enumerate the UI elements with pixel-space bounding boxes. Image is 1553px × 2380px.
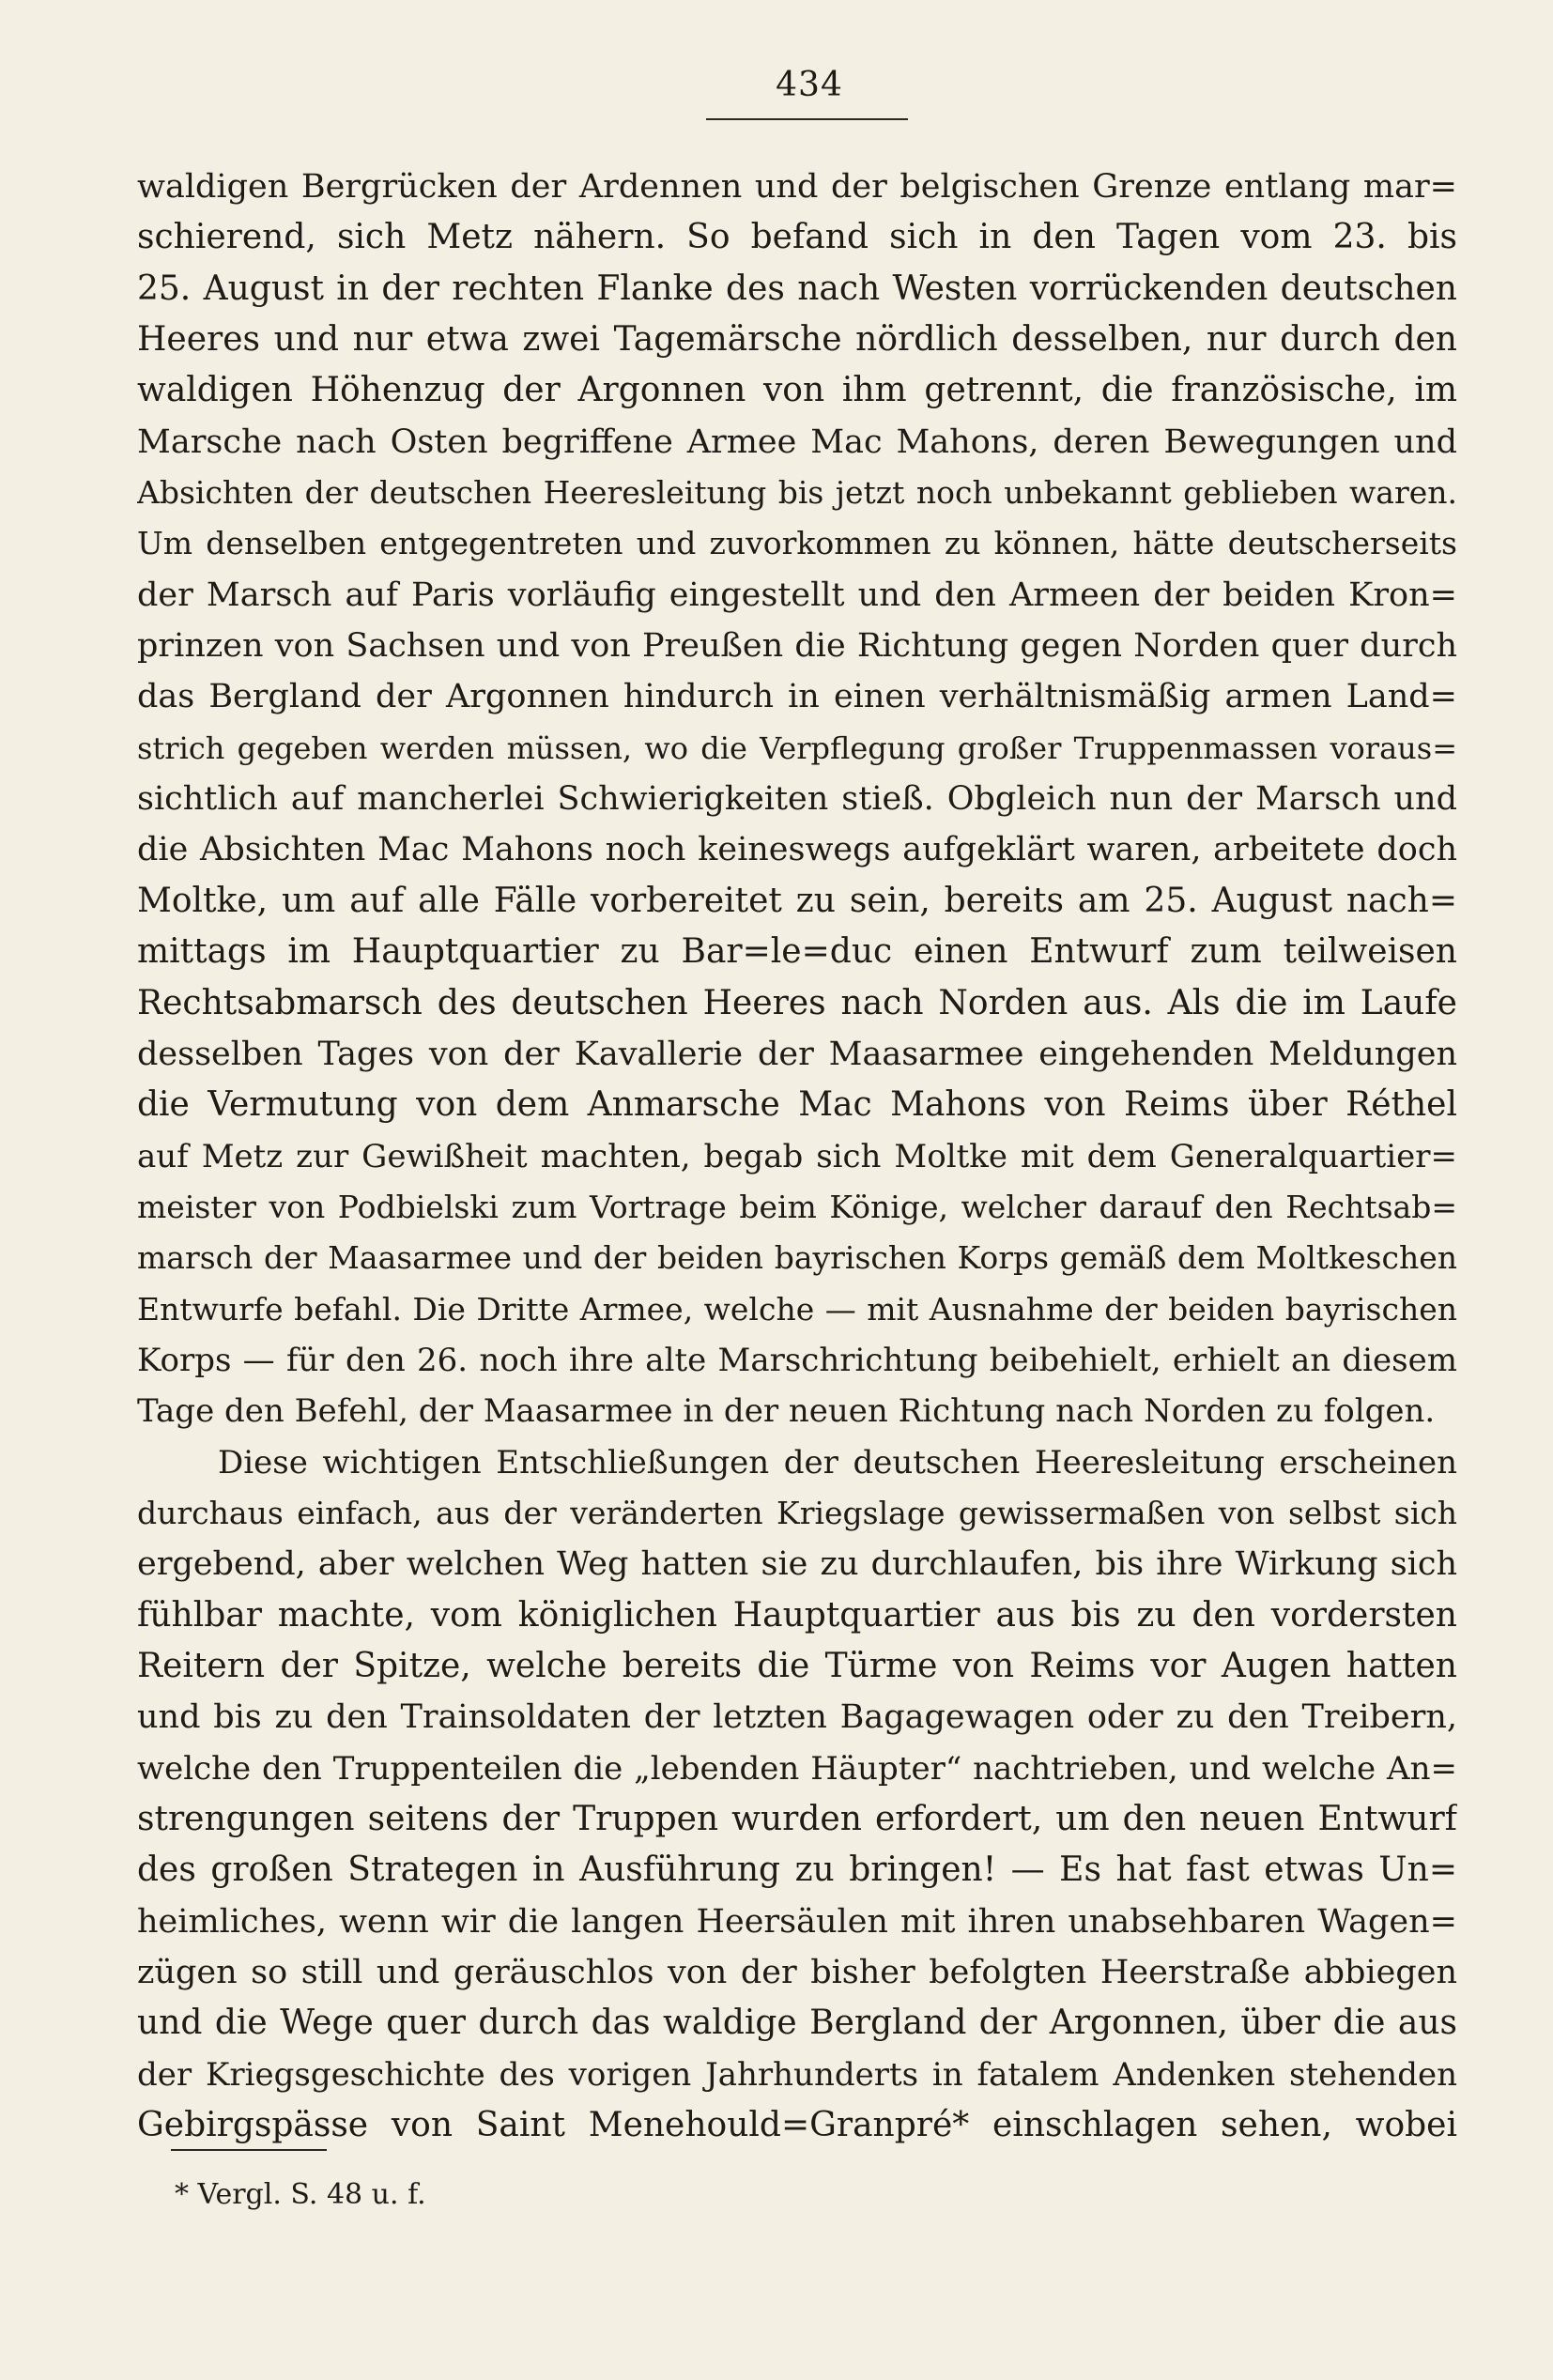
text-line: auf Metz zur Gewißheit machten, begab sich Moltke mit dem Generalquartier= xyxy=(137,1137,1457,1175)
text-line: meister von Podbielski zum Vortrage beim Könige, welcher darauf den Rechtsab= xyxy=(137,1188,1457,1225)
text-line: waldigen Bergrücken der Ardennen und der belgischen Grenze entlang mar= xyxy=(137,168,1457,206)
text-line: strich gegeben werden müssen, wo die Verpflegung großer Truppenmassen voraus= xyxy=(137,729,1457,766)
text-line: waldigen Höhenzug der Argonnen von ihm getrennt, die französische, im xyxy=(137,371,1457,410)
text-line: und bis zu den Trainsoldaten der letzten Bagagewagen oder zu den Treibern, xyxy=(137,1698,1457,1737)
text-line: mittags im Hauptquartier zu Bar=le=duc einen Entwurf zum teilweisen xyxy=(137,932,1457,972)
text-line: welche den Truppenteilen die „lebenden Häupter“ nachtrieben, und welche An= xyxy=(137,1749,1457,1788)
text-line: zügen so still und geräuschlos von der bisher befolgten Heerstraße abbiegen xyxy=(137,1954,1457,1992)
text-line: marsch der Maasarmee und der beiden bayrischen Korps gemäß dem Moltkeschen xyxy=(137,1239,1457,1277)
text-line: Absichten der deutschen Heeresleitung bis jetzt noch unbekannt geblieben waren. xyxy=(137,474,1457,512)
page-number: 434 xyxy=(776,66,843,104)
text-line: Diese wichtigen Entschließungen der deutschen Heeresleitung erscheinen xyxy=(218,1443,1457,1482)
header-rule xyxy=(706,118,908,120)
text-line: Rechtsabmarsch des deutschen Heeres nach Norden aus. Als die im Laufe xyxy=(137,983,1457,1022)
text-line: Heeres und nur etwa zwei Tagemärsche nördlich desselben, nur durch den xyxy=(137,320,1457,360)
footnote-rule xyxy=(171,2149,327,2151)
text-line: die Vermutung von dem Anmarsche Mac Mahons von Reims über Réthel xyxy=(137,1085,1457,1125)
text-line: Tage den Befehl, der Maasarmee in der neuen Richtung nach Norden zu folgen. xyxy=(137,1392,1436,1431)
text-line: Um denselben entgegentreten und zuvorkommen zu können, hätte deutscherseits xyxy=(137,525,1457,562)
text-line: sichtlich auf mancherlei Schwierigkeiten stieß. Obgleich nun der Marsch und xyxy=(137,780,1457,819)
text-line: das Bergland der Argonnen hindurch in einen verhältnismäßig armen Land= xyxy=(137,678,1457,716)
text-line: heimliches, wenn wir die langen Heersäulen mit ihren unabsehbaren Wagen= xyxy=(137,1902,1457,1941)
text-line: Moltke, um auf alle Fälle vorbereitet zu sein, bereits am 25. August nach= xyxy=(137,881,1457,920)
text-line: fühlbar machte, vom königlichen Hauptquartier aus bis zu den vordersten xyxy=(137,1595,1457,1635)
footnote: * Vergl. S. 48 u. f. xyxy=(175,2178,426,2211)
text-line: schierend, sich Metz nähern. So befand sich in den Tagen vom 23. bis xyxy=(137,218,1457,257)
text-line: Entwurfe befahl. Die Dritte Armee, welche — mit Ausnahme der beiden bayrischen xyxy=(137,1290,1457,1328)
body-text xyxy=(137,161,1457,2151)
text-line: Marsche nach Osten begriffene Armee Mac Mahons, deren Bewegungen und xyxy=(137,422,1457,461)
text-line: Korps — für den 26. noch ihre alte Marschrichtung beibehielt, erhielt an diesem xyxy=(137,1341,1457,1379)
text-line: 25. August in der rechten Flanke des nach Westen vorrückenden deutschen xyxy=(137,269,1457,308)
text-line: durchaus einfach, aus der veränderten Kriegslage gewissermaßen von selbst sich xyxy=(137,1494,1457,1531)
text-line: und die Wege quer durch das waldige Bergland der Argonnen, über die aus xyxy=(137,2004,1457,2043)
text-line: der Kriegsgeschichte des vorigen Jahrhunderts in fatalem Andenken stehenden xyxy=(137,2055,1457,2094)
text-line: Reitern der Spitze, welche bereits die Türme von Reims vor Augen hatten xyxy=(137,1646,1457,1685)
text-line: ergebend, aber welchen Weg hatten sie zu durchlaufen, bis ihre Wirkung sich xyxy=(137,1545,1457,1584)
text-line: Gebirgspässe von Saint Menehould=Granpré* einschlagen sehen, wobei xyxy=(137,2106,1457,2145)
text-line: strengungen seitens der Truppen wurden erfordert, um den neuen Entwurf xyxy=(137,1800,1457,1838)
text-line: die Absichten Mac Mahons noch keineswegs aufgeklärt waren, arbeitete doch xyxy=(137,831,1457,869)
text-line: desselben Tages von der Kavallerie der Maasarmee eingehenden Meldungen xyxy=(137,1035,1457,1073)
text-line: des großen Strategen in Ausführung zu bringen! — Es hat fast etwas Un= xyxy=(137,1850,1457,1890)
text-line: der Marsch auf Paris vorläufig eingestellt und den Armeen der beiden Kron= xyxy=(137,576,1457,614)
text-line: prinzen von Sachsen und von Preußen die Richtung gegen Norden quer durch xyxy=(137,627,1457,666)
